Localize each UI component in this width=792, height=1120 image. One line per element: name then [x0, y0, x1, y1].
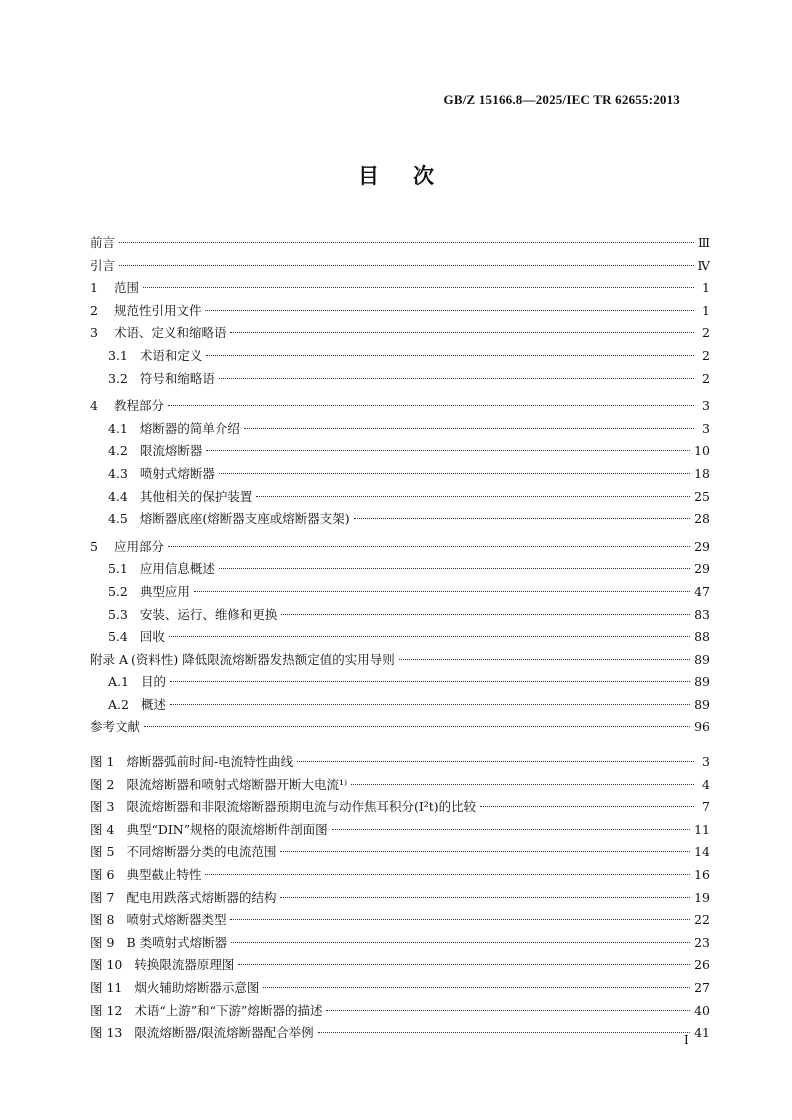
- fig-entry-title: 限流熔断器/限流熔断器配合举例: [134, 1025, 314, 1041]
- dot-leader: [281, 614, 690, 615]
- fig-entry[interactable]: [90, 954, 710, 977]
- toc-entry-number: 5.1: [108, 561, 128, 577]
- toc-entry-page: 10: [694, 443, 710, 459]
- dot-leader: [332, 829, 690, 830]
- fig-entry-title: 喷射式熔断器类型: [126, 912, 227, 928]
- toc-entry-number: A.1: [108, 674, 129, 690]
- dot-leader: [170, 704, 690, 705]
- fig-entry-page: 11: [694, 821, 710, 837]
- fig-entry-number: 图 11: [90, 979, 123, 995]
- fig-entry-number: 图 13: [90, 1025, 123, 1041]
- dot-leader: [143, 287, 694, 288]
- dot-leader: [219, 378, 694, 379]
- toc-list: [90, 232, 710, 739]
- figure-list: [90, 751, 710, 1045]
- toc-entry[interactable]: [90, 508, 710, 531]
- fig-entry-title: 转换限流器原理图: [134, 957, 235, 973]
- fig-entry-title: 术语“上游”和“下游”熔断器的描述: [134, 1002, 323, 1018]
- toc-entry[interactable]: [90, 716, 710, 739]
- fig-entry[interactable]: [90, 1022, 710, 1045]
- toc-entry-page: 3: [702, 420, 710, 436]
- toc-entry-number: 附录 A: [90, 651, 129, 667]
- toc-entry-number: A.2: [108, 696, 129, 712]
- toc-entry-page: 83: [694, 606, 710, 622]
- toc-entry-number: 4: [90, 398, 98, 414]
- toc-entry[interactable]: [90, 536, 710, 559]
- fig-entry[interactable]: [90, 887, 710, 910]
- toc-entry[interactable]: [90, 486, 710, 509]
- toc-entry-page: 89: [694, 696, 710, 712]
- toc-entry-page: 89: [694, 651, 710, 667]
- fig-entry-page: 40: [694, 1002, 710, 1018]
- dot-leader: [168, 546, 690, 547]
- toc-title-char-1: 目: [358, 164, 379, 188]
- toc-entry-page: 89: [694, 674, 710, 690]
- dot-leader: [206, 355, 694, 356]
- toc-entry-title: 引言: [90, 257, 116, 273]
- fig-entry[interactable]: [90, 1000, 710, 1023]
- dot-leader: [480, 806, 694, 807]
- toc-entry-number: 5.3: [108, 606, 128, 622]
- toc-entry[interactable]: [90, 463, 710, 486]
- toc-entry[interactable]: [90, 368, 710, 391]
- toc-entry-title: 参考文献: [90, 719, 141, 735]
- fig-entry-page: 22: [694, 912, 710, 928]
- toc-entry-title: 熔断器的简单介绍: [139, 420, 240, 436]
- dot-leader: [206, 450, 690, 451]
- dot-leader: [238, 964, 690, 965]
- fig-entry-page: 4: [702, 776, 710, 792]
- fig-entry[interactable]: [90, 932, 710, 955]
- dot-leader: [219, 473, 690, 474]
- toc-entry-page: 2: [702, 347, 710, 363]
- dot-leader: [354, 518, 690, 519]
- toc-entry-title: 安装、运行、维修和更换: [139, 606, 278, 622]
- fig-entry[interactable]: [90, 796, 710, 819]
- toc-entry[interactable]: [90, 649, 710, 672]
- toc-entry-number: 2: [90, 302, 98, 318]
- dot-leader: [231, 942, 690, 943]
- toc-entry[interactable]: [90, 322, 710, 345]
- fig-entry[interactable]: [90, 774, 710, 797]
- toc-entry-page: Ⅳ: [697, 257, 710, 273]
- fig-entry-title: 熔断器弧前时间-电流特性曲线: [126, 754, 294, 769]
- fig-entry-number: 图 12: [90, 1002, 123, 1018]
- toc-entry[interactable]: [90, 558, 710, 581]
- fig-entry[interactable]: [90, 909, 710, 932]
- fig-entry-title: 烟火辅助熔断器示意图: [134, 979, 260, 995]
- dot-leader: [230, 332, 694, 333]
- fig-entry[interactable]: [90, 864, 710, 887]
- standard-number: GB/Z 15166.8—2025/IEC TR 62655:2013: [443, 92, 680, 107]
- toc-entry-number: 4.4: [108, 488, 128, 504]
- toc-entry[interactable]: [90, 440, 710, 463]
- dot-leader: [399, 659, 690, 660]
- dot-leader: [244, 428, 694, 429]
- toc-entry-title: 符号和缩略语: [139, 370, 215, 386]
- fig-entry-number: 图 7: [90, 889, 115, 905]
- toc-entry-title: 回收: [139, 629, 165, 645]
- toc-entry-title: 应用信息概述: [139, 561, 215, 577]
- fig-entry-title: 限流熔断器和非限流熔断器预期电流与动作焦耳积分(I²t)的比较: [126, 799, 477, 815]
- toc-entry-title: 喷射式熔断器: [139, 465, 215, 481]
- toc-entry-page: 28: [694, 511, 710, 527]
- toc-entry-title: 术语、定义和缩略语: [113, 325, 227, 341]
- toc-entry-page: 29: [694, 538, 710, 554]
- fig-entry-title: 配电用跌落式熔断器的结构: [126, 889, 277, 905]
- fig-entry-title: 不同熔断器分类的电流范围: [126, 844, 277, 860]
- dot-leader: [256, 496, 690, 497]
- dot-leader: [280, 851, 690, 852]
- fig-entry[interactable]: [90, 841, 710, 864]
- dot-leader: [280, 897, 690, 898]
- toc-entry[interactable]: [90, 694, 710, 717]
- dot-leader: [194, 591, 690, 592]
- dot-leader: [219, 568, 690, 569]
- toc-entry-page: 2: [702, 370, 710, 386]
- toc-entry-title: 应用部分: [113, 538, 164, 554]
- toc-entry-page: 88: [694, 629, 710, 645]
- dot-leader: [297, 761, 694, 762]
- toc-entry[interactable]: [90, 581, 710, 604]
- dot-leader: [351, 784, 694, 785]
- toc-title-char-2: 次: [413, 164, 434, 188]
- toc-entry[interactable]: [90, 604, 710, 627]
- toc-entry[interactable]: [90, 671, 710, 694]
- fig-entry-title: 典型“DIN”规格的限流熔断件剖面图: [126, 821, 328, 837]
- toc-entry-title: 规范性引用文件: [113, 302, 202, 318]
- fig-entry-number: 图 1: [90, 754, 115, 769]
- dot-leader: [119, 265, 693, 266]
- toc-entry-title: 限流熔断器: [139, 443, 203, 459]
- dot-leader: [326, 1010, 690, 1011]
- toc-entry[interactable]: [90, 255, 710, 278]
- toc-entry-number: 1: [90, 280, 98, 296]
- toc-entry-title: 熔断器底座(熔断器支座或熔断器支架): [139, 511, 350, 527]
- fig-entry-number: 图 8: [90, 912, 115, 928]
- toc-entry-number: 5.2: [108, 583, 128, 599]
- toc-entry-title: 范围: [113, 280, 139, 296]
- fig-entry-page: 27: [694, 979, 710, 995]
- toc-entry-title: (资料性) 降低限流熔断器发热额定值的实用导则: [131, 651, 395, 667]
- toc-entry-title: 概述: [140, 696, 166, 712]
- toc-entry-title: 术语和定义: [139, 347, 203, 363]
- toc-entry-number: 5.4: [108, 629, 128, 645]
- toc-entry-number: 5: [90, 538, 98, 554]
- toc-entry-number: 4.3: [108, 465, 128, 481]
- fig-entry-page: 41: [694, 1025, 710, 1041]
- fig-entry-title: B 类喷射式熔断器: [126, 934, 228, 950]
- toc-entry-page: 3: [702, 398, 710, 414]
- toc-entry-title: 目的: [140, 674, 166, 690]
- fig-entry-page: 19: [694, 889, 710, 905]
- toc-entry-title: 教程部分: [113, 398, 164, 414]
- toc-entry[interactable]: [90, 277, 710, 300]
- dot-leader: [318, 1032, 690, 1033]
- toc-entry-number: 3.2: [108, 370, 128, 386]
- toc-entry-title: 其他相关的保护装置: [139, 488, 253, 504]
- dot-leader: [119, 242, 694, 243]
- fig-entry-number: 图 9: [90, 934, 115, 950]
- fig-entry-page: 26: [694, 957, 710, 973]
- toc-entry-page: 1: [702, 280, 710, 296]
- fig-entry-number: 图 4: [90, 821, 115, 837]
- dot-leader: [170, 681, 690, 682]
- toc-entry-page: 25: [694, 488, 710, 504]
- fig-entry-number: 图 2: [90, 776, 115, 792]
- fig-entry-page: 7: [702, 799, 710, 815]
- toc-entry-page: 47: [694, 583, 710, 599]
- fig-entry[interactable]: [90, 819, 710, 842]
- fig-entry-page: 3: [702, 754, 710, 769]
- toc-entry[interactable]: [90, 345, 710, 368]
- dot-leader: [263, 987, 690, 988]
- toc-entry-page: 29: [694, 561, 710, 577]
- dot-leader: [144, 726, 690, 727]
- dot-leader: [230, 919, 690, 920]
- fig-entry-number: 图 6: [90, 866, 115, 882]
- toc-entry[interactable]: [90, 626, 710, 649]
- dot-leader: [169, 636, 690, 637]
- toc-entry-title: 前言: [90, 235, 116, 250]
- fig-entry[interactable]: [90, 751, 710, 774]
- fig-entry-page: 14: [694, 844, 710, 860]
- toc-entry-number: 4.1: [108, 420, 128, 436]
- fig-entry-number: 图 3: [90, 799, 115, 815]
- toc-title: [0, 160, 792, 190]
- fig-entry-number: 图 10: [90, 957, 123, 973]
- toc-entry[interactable]: [90, 300, 710, 323]
- toc-entry-number: 4.5: [108, 511, 128, 527]
- fig-entry-title: 典型截止特性: [126, 866, 202, 882]
- fig-entry[interactable]: [90, 977, 710, 1000]
- toc-entry-number: 3.1: [108, 347, 128, 363]
- toc-entry-number: 4.2: [108, 443, 128, 459]
- page-number: I: [684, 1033, 689, 1047]
- fig-entry-number: 图 5: [90, 844, 115, 860]
- fig-entry-page: 16: [694, 866, 710, 882]
- dot-leader: [205, 310, 694, 311]
- dot-leader: [168, 405, 694, 406]
- dot-leader: [205, 874, 690, 875]
- toc-entry-page: 2: [702, 325, 710, 341]
- toc-entry-page: Ⅲ: [697, 235, 710, 250]
- toc-entry-page: 18: [694, 465, 710, 481]
- toc-entry[interactable]: [90, 395, 710, 418]
- toc-entry-page: 1: [702, 302, 710, 318]
- fig-entry-page: 23: [694, 934, 710, 950]
- toc-entry[interactable]: [90, 418, 710, 441]
- toc-entry[interactable]: [90, 232, 710, 255]
- toc-entry-number: 3: [90, 325, 98, 341]
- toc-entry-title: 典型应用: [139, 583, 190, 599]
- toc-entry-page: 96: [694, 719, 710, 735]
- fig-entry-title: 限流熔断器和喷射式熔断器开断大电流¹⁾: [126, 776, 348, 792]
